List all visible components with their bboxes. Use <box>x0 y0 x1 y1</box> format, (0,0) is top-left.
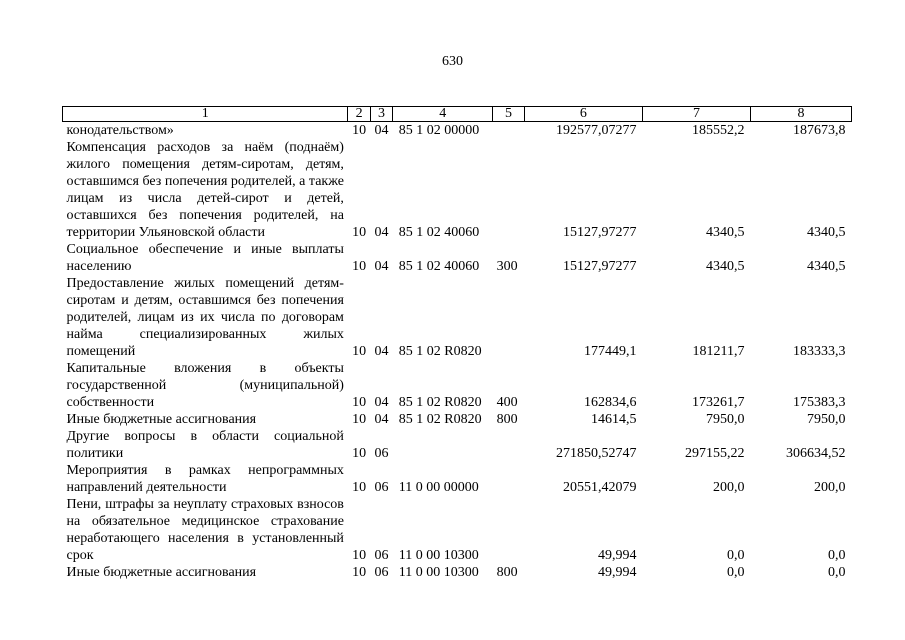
row-section: 10 <box>352 480 367 495</box>
row-amount-col6: 49,994 <box>597 548 637 563</box>
row-target-code: 85 1 02 R0820 <box>398 395 482 410</box>
header-col-2: 2 <box>348 107 370 122</box>
row-amount-col7: 185552,2 <box>692 123 745 138</box>
page-number: 630 <box>442 54 463 69</box>
row-expense-type: 300 <box>496 259 518 274</box>
row-expense-type <box>493 462 525 496</box>
row-amount-col8: 187673,8 <box>793 123 846 138</box>
row-expense-type <box>493 496 525 564</box>
row-subsection: 06 <box>374 565 389 580</box>
row-amount-col8: 306634,52 <box>786 446 846 461</box>
row-section: 10 <box>352 123 367 138</box>
row-amount-col7: 0,0 <box>727 548 745 563</box>
row-amount-col7: 4340,5 <box>706 225 745 240</box>
header-col-1: 1 <box>63 107 348 122</box>
row-expense-type <box>493 428 525 462</box>
row-section: 10 <box>352 548 367 563</box>
row-subsection: 06 <box>374 480 389 495</box>
row-target-code: 11 0 00 10300 <box>398 548 479 563</box>
row-target-code: 11 0 00 10300 <box>398 565 479 580</box>
row-subsection: 06 <box>374 548 389 563</box>
row-section: 10 <box>352 225 367 240</box>
row-name: Предоставление жилых помещений детям-сиротам и детям, оставшимся без попечения родителей, лицам из их числа по договорам найма специализированных жилых помещений <box>66 276 344 359</box>
row-section: 10 <box>352 259 367 274</box>
row-amount-col6: 15127,97277 <box>562 225 637 240</box>
header-col-8: 8 <box>751 107 852 122</box>
row-amount-col7: 181211,7 <box>692 344 745 359</box>
row-subsection: 04 <box>374 395 389 410</box>
row-amount-col7: 0,0 <box>727 565 745 580</box>
row-subsection: 04 <box>374 225 389 240</box>
row-name: Мероприятия в рамках непрограммных направлений деятельности <box>66 463 344 495</box>
table-row <box>63 496 852 564</box>
row-name: Пени, штрафы за неуплату страховых взносов на обязательное медицинское страхование неработающего населения в установленный срок <box>66 497 344 563</box>
row-section: 10 <box>352 412 367 427</box>
row-amount-col8: 200,0 <box>814 480 846 495</box>
row-amount-col7: 4340,5 <box>706 259 745 274</box>
row-expense-type <box>493 139 525 241</box>
row-expense-type: 800 <box>496 565 518 580</box>
table-row <box>63 428 852 462</box>
row-subsection: 04 <box>374 344 389 359</box>
row-expense-type: 800 <box>496 412 518 427</box>
table-row <box>63 360 852 411</box>
row-amount-col7: 200,0 <box>713 480 745 495</box>
table-row <box>63 462 852 496</box>
row-name: Иные бюджетные ассигнования <box>66 412 257 427</box>
row-amount-col8: 7950,0 <box>807 412 846 427</box>
row-amount-col7: 297155,22 <box>685 446 745 461</box>
row-amount-col6: 20551,42079 <box>562 480 637 495</box>
header-row <box>63 107 852 122</box>
row-amount-col8: 0,0 <box>828 548 846 563</box>
row-amount-col6: 15127,97277 <box>562 259 637 274</box>
table-row <box>63 411 852 428</box>
row-amount-col8: 175383,3 <box>793 395 846 410</box>
row-section: 10 <box>352 344 367 359</box>
row-target-code: 85 1 02 R0820 <box>398 412 482 427</box>
row-name: Иные бюджетные ассигнования <box>66 565 257 580</box>
header-col-4: 4 <box>393 107 493 122</box>
budget-table <box>62 106 852 581</box>
row-section: 10 <box>352 565 367 580</box>
table-row <box>63 564 852 581</box>
row-name: Капитальные вложения в объекты государственной (муниципальной) собственности <box>66 361 344 410</box>
row-subsection: 04 <box>374 412 389 427</box>
row-amount-col6: 271850,52747 <box>555 446 637 461</box>
row-target-code <box>393 428 493 462</box>
row-amount-col7: 173261,7 <box>692 395 745 410</box>
row-amount-col6: 162834,6 <box>583 395 637 410</box>
row-name: Другие вопросы в области социальной политики <box>66 429 344 461</box>
table-row <box>63 241 852 275</box>
row-target-code: 85 1 02 40060 <box>398 259 480 274</box>
row-amount-col8: 0,0 <box>828 565 846 580</box>
row-section: 10 <box>352 446 367 461</box>
row-target-code: 85 1 02 40060 <box>398 225 480 240</box>
row-expense-type <box>493 122 525 140</box>
row-amount-col7: 7950,0 <box>706 412 745 427</box>
row-subsection: 04 <box>374 259 389 274</box>
row-expense-type: 400 <box>496 395 518 410</box>
header-col-3: 3 <box>370 107 392 122</box>
row-name: Социальное обеспечение и иные выплаты населению <box>66 242 344 274</box>
row-amount-col6: 49,994 <box>597 565 637 580</box>
row-section: 10 <box>352 395 367 410</box>
row-target-code: 85 1 02 00000 <box>398 123 480 138</box>
row-expense-type <box>493 275 525 360</box>
row-amount-col8: 183333,3 <box>793 344 846 359</box>
table-row <box>63 139 852 241</box>
row-amount-col6: 177449,1 <box>583 344 637 359</box>
row-target-code: 11 0 00 00000 <box>398 480 479 495</box>
header-col-6: 6 <box>524 107 642 122</box>
row-amount-col6: 192577,07277 <box>555 123 637 138</box>
row-amount-col8: 4340,5 <box>807 259 846 274</box>
row-target-code: 85 1 02 R0820 <box>398 344 482 359</box>
row-amount-col6: 14614,5 <box>590 412 637 427</box>
row-name: конодательством» <box>66 123 174 138</box>
header-col-7: 7 <box>642 107 750 122</box>
row-name: Компенсация расходов за наём (поднаём) жилого помещения детям-сиротам, детям, оставшимся без попечения родителей, а также лицам из числа детей-сирот и детей, оставшихся без попечения родителей, на территории Ульяновской области <box>66 140 344 240</box>
row-subsection: 06 <box>374 446 389 461</box>
table-row <box>63 122 852 140</box>
header-col-5: 5 <box>493 107 525 122</box>
table-row <box>63 275 852 360</box>
row-subsection: 04 <box>374 123 389 138</box>
row-amount-col8: 4340,5 <box>807 225 846 240</box>
